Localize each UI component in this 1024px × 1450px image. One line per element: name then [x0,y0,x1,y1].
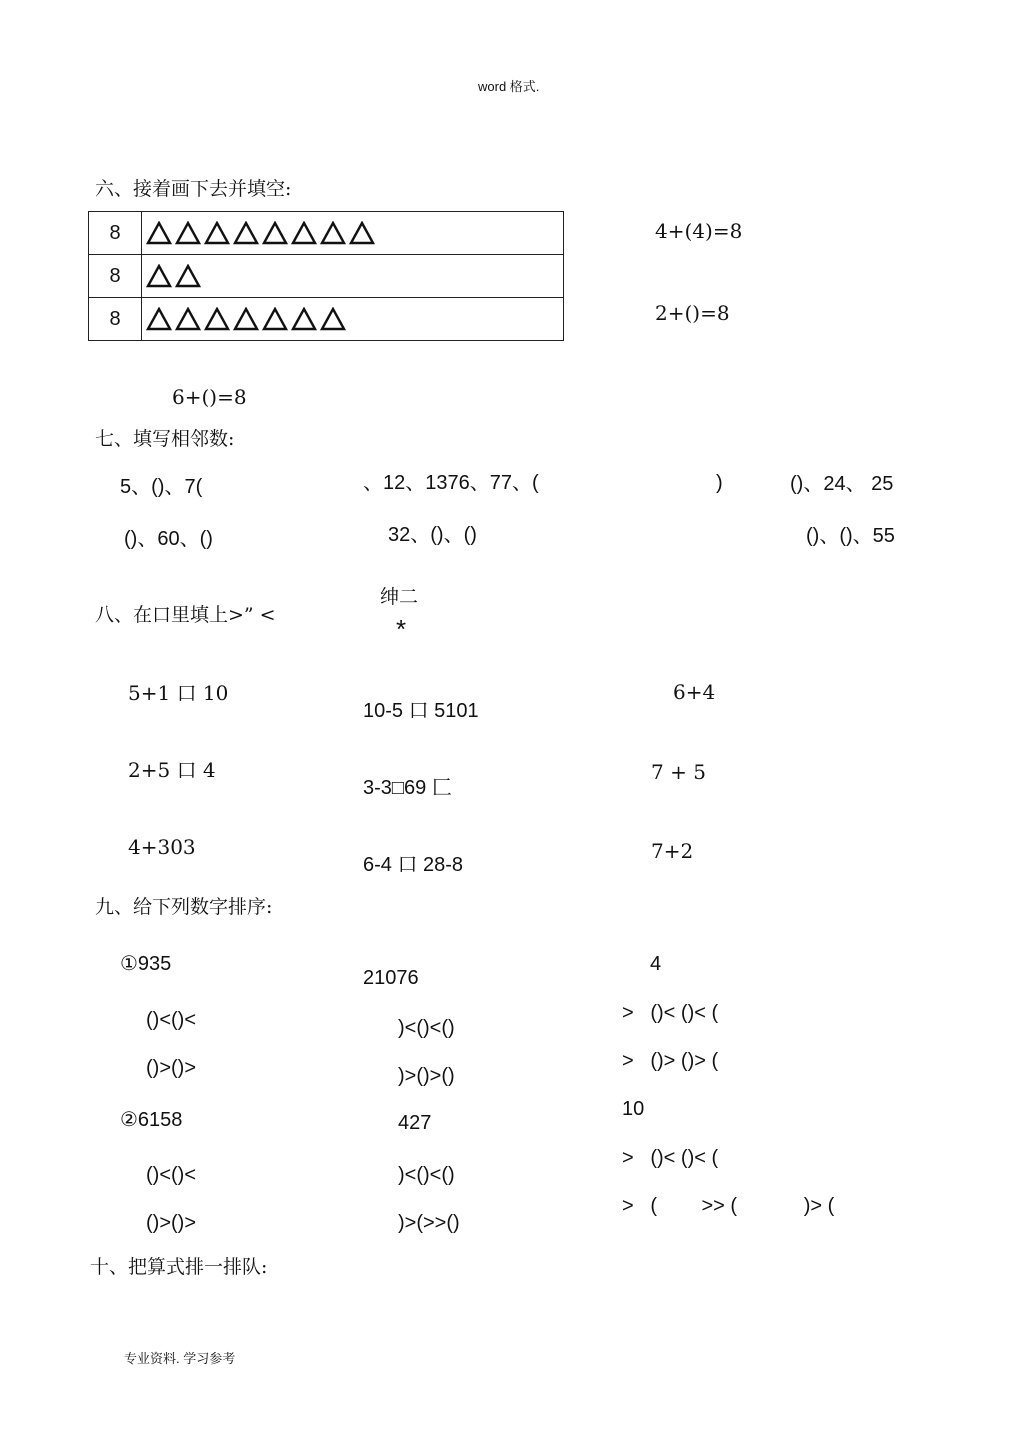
sort-item: 21076 [363,967,419,989]
triangle-cell [142,212,564,255]
triangle-icon [233,307,259,331]
sort-item: ()>()> [146,1057,196,1079]
equation: 4+(4)=8 [655,219,743,243]
table-row [89,212,564,255]
page-footer: 专业资料. 学习参考 [124,1351,236,1366]
sort-item: ①935 [120,953,172,975]
triangle-icon [349,221,375,245]
sort-item: ()<()< [146,1009,196,1031]
triangle-icon [175,264,201,288]
compare-item: 3-3□69 匚 [363,777,452,799]
sort-item: )>(>>() [398,1212,460,1234]
sort-item: ()>()> [146,1212,196,1234]
sequence-text: ) [716,472,723,494]
triangle-cell [142,298,564,341]
section-8-title: 八、在口里填上>” < [95,604,276,626]
triangle-icon [204,221,230,245]
compare-item: 6+4 [673,680,716,704]
compare-item: 7 + 5 [651,760,706,784]
triangle-cell [142,255,564,298]
sequence-text: 32、()、() [388,524,477,546]
triangle-icon [233,221,259,245]
sort-item: > ()< ()< ( [622,1147,719,1169]
triangle-icon [175,307,201,331]
sequence-text: ()、60、() [124,528,213,550]
stray-mark: * [396,614,407,644]
compare-item: 6-4 口 28-8 [363,854,464,876]
compare-item: 5+1 口 10 [128,681,229,705]
sequence-text: ()、24、 25 [790,473,894,495]
sort-item: )<()<() [398,1017,455,1039]
triangle-icon [320,221,346,245]
sort-item: ()<()< [146,1164,196,1186]
sort-item: )>()>() [398,1065,455,1087]
section-9-title: 九、给下列数字排序: [95,896,273,918]
triangle-icon [320,307,346,331]
compare-item: 10-5 口 5101 [363,700,479,722]
equation: 2+()=8 [655,301,730,325]
sort-item: 4 [650,953,662,975]
triangle-icon [291,307,317,331]
triangle-icon [291,221,317,245]
sort-item: > ()< ()< ( [622,1002,719,1024]
triangle-icon [262,221,288,245]
sort-item: 10 [622,1098,645,1120]
compare-item: 2+5 口 4 [128,758,216,782]
row-number: 8 [89,255,142,298]
triangle-icon [146,307,172,331]
section-10-title: 十、把算式排一排队: [90,1256,268,1278]
triangle-table [88,211,564,341]
triangle-icon [146,264,172,288]
triangle-icon [204,307,230,331]
sort-item: 427 [398,1112,432,1134]
equation: 6+()=8 [172,385,247,409]
sequence-text: 、12、1376、77、( [363,472,539,494]
triangle-icon [146,221,172,245]
table-row [89,298,564,341]
section-7-title: 七、填写相邻数: [95,428,235,450]
triangle-icon [262,307,288,331]
page-header: word 格式. [478,79,540,94]
sort-item: > ()> ()> ( [622,1050,719,1072]
compare-item: 4+303 [128,835,196,859]
row-number: 8 [89,212,142,255]
compare-item: 7+2 [651,839,694,863]
sort-item: ②6158 [120,1109,183,1131]
row-number: 8 [89,298,142,341]
sequence-text: 5、()、7( [120,476,203,498]
stray-note: 绅二 [380,586,419,608]
sequence-text: ()、()、55 [806,525,895,547]
table-row [89,255,564,298]
section-6-title: 六、接着画下去并填空: [95,178,292,200]
sort-item: )<()<() [398,1164,455,1186]
sort-item: > ( >> ( )> ( [622,1195,835,1217]
triangle-icon [175,221,201,245]
